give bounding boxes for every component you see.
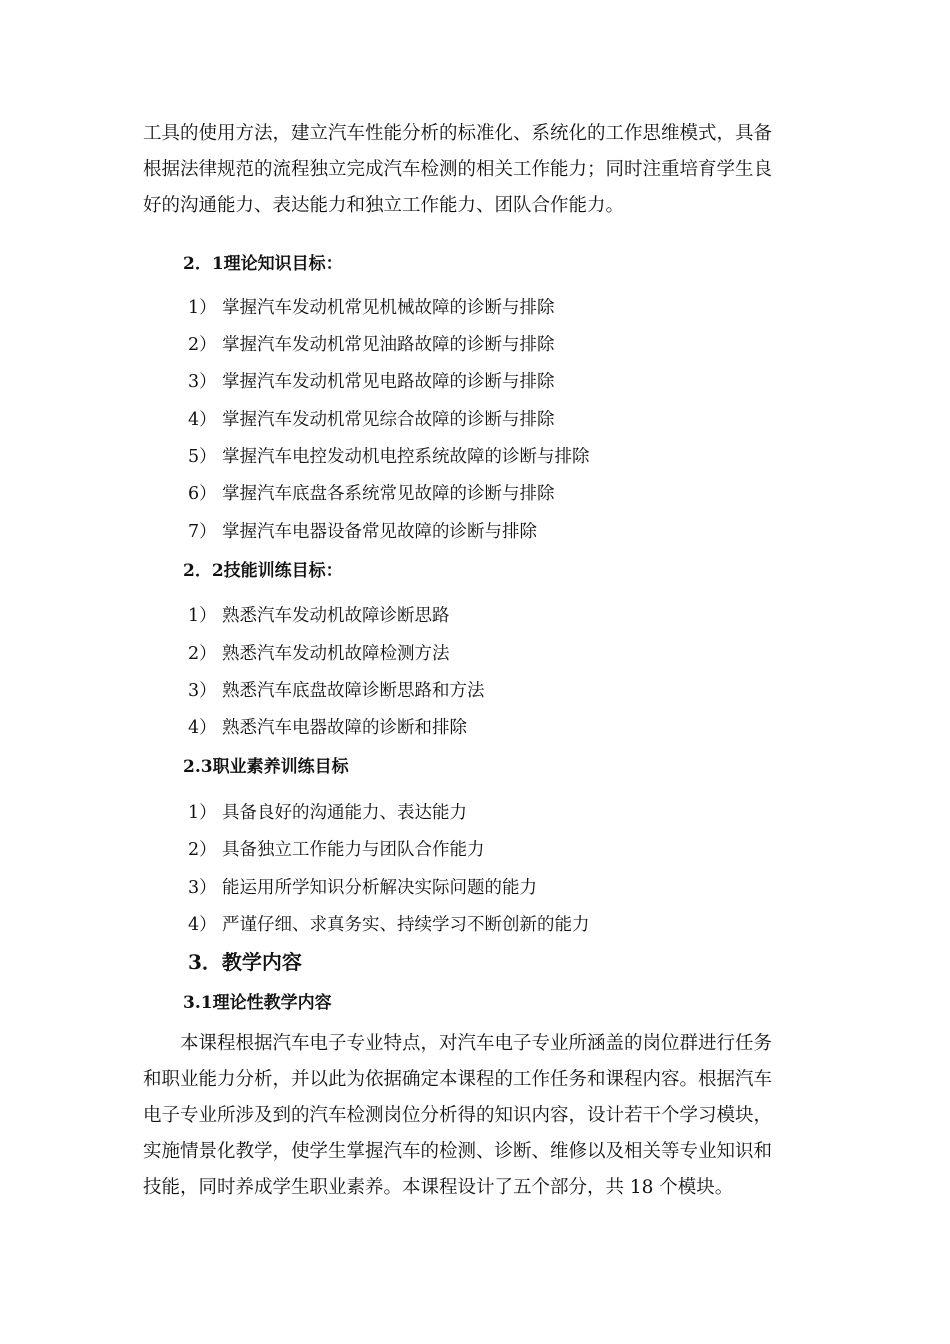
list-number: 3）: [188, 878, 217, 898]
list-number: 1）: [188, 803, 217, 823]
list-text: 掌握汽车电控发动机电控系统故障的诊断与排除: [222, 447, 590, 467]
list-text: 能运用所学知识分析解决实际问题的能力: [222, 878, 537, 898]
intro-paragraph: [143, 116, 808, 224]
list-number: 2）: [188, 335, 217, 355]
list-item: [188, 836, 485, 861]
list-number: 3）: [188, 681, 217, 701]
paragraph-line: 技能，同时养成学生职业素养。本课程设计了五个部分，共 18 个模块。: [143, 1177, 734, 1198]
section-3-1-heading: 3.1理论性教学内容: [183, 993, 332, 1013]
list-item: [188, 443, 590, 468]
section-2-3-heading: 2.3职业素养训练目标: [183, 757, 349, 777]
list-text: 掌握汽车发动机常见综合故障的诊断与排除: [222, 410, 555, 430]
list-text: 熟悉汽车底盘故障诊断思路和方法: [222, 681, 485, 701]
list-text: 掌握汽车电器设备常见故障的诊断与排除: [222, 522, 537, 542]
list-number: 2）: [188, 840, 217, 860]
list-item: [188, 677, 485, 702]
list-item: [188, 368, 555, 393]
list-number: 6）: [188, 484, 217, 504]
list-text: 熟悉汽车发动机故障检测方法: [222, 644, 450, 664]
list-text: 具备良好的沟通能力、表达能力: [222, 803, 467, 823]
list-number: 4）: [188, 410, 217, 430]
list-number: 4）: [188, 718, 217, 738]
intro-line: 根据法律规范的流程独立完成汽车检测的相关工作能力；同时注重培育学生良: [143, 159, 773, 180]
list-text: 掌握汽车发动机常见电路故障的诊断与排除: [222, 372, 555, 392]
list-text: 熟悉汽车电器故障的诊断和排除: [222, 718, 467, 738]
list-number: 2）: [188, 644, 217, 664]
list-item: [188, 640, 450, 665]
list-number: 5）: [188, 447, 217, 467]
list-number: 4）: [188, 915, 217, 935]
list-item: [188, 799, 467, 824]
list-item: [188, 518, 537, 543]
paragraph-line: 实施情景化教学，使学生掌握汽车的检测、诊断、维修以及相关等专业知识和: [143, 1141, 773, 1162]
intro-line: 工具的使用方法，建立汽车性能分析的标准化、系统化的工作思维模式，具备: [143, 123, 773, 144]
list-item: [188, 480, 555, 505]
section-3-paragraph: [143, 1026, 808, 1206]
list-text: 严谨仔细、求真务实、持续学习不断创新的能力: [222, 915, 590, 935]
list-text: 熟悉汽车发动机故障诊断思路: [222, 606, 450, 626]
section-2-2-heading: 2．2技能训练目标：: [183, 561, 343, 581]
list-text: 具备独立工作能力与团队合作能力: [222, 840, 485, 860]
paragraph-line: 和职业能力分析，并以此为依据确定本课程的工作任务和课程内容。根据汽车: [143, 1069, 773, 1090]
section-2-1-heading: 2．1理论知识目标：: [183, 254, 343, 274]
list-item: [188, 714, 467, 739]
paragraph-line: 本课程根据汽车电子专业特点，对汽车电子专业所涵盖的岗位群进行任务: [180, 1033, 773, 1054]
list-text: 掌握汽车发动机常见机械故障的诊断与排除: [222, 298, 555, 318]
list-number: 3）: [188, 372, 217, 392]
list-item: [188, 294, 555, 319]
list-item: [188, 331, 555, 356]
list-item: [188, 911, 590, 936]
section-3-heading: 3．教学内容: [188, 950, 302, 974]
list-number: 7）: [188, 522, 217, 542]
paragraph-line: 电子专业所涉及到的汽车检测岗位分析得的知识内容，设计若干个学习模块，: [143, 1105, 773, 1126]
list-item: [188, 602, 450, 627]
intro-line: 好的沟通能力、表达能力和独立工作能力、团队合作能力。: [143, 195, 625, 216]
list-text: 掌握汽车发动机常见油路故障的诊断与排除: [222, 335, 555, 355]
list-number: 1）: [188, 606, 217, 626]
list-item: [188, 874, 537, 899]
list-number: 1）: [188, 298, 217, 318]
list-text: 掌握汽车底盘各系统常见故障的诊断与排除: [222, 484, 555, 504]
list-item: [188, 406, 555, 431]
